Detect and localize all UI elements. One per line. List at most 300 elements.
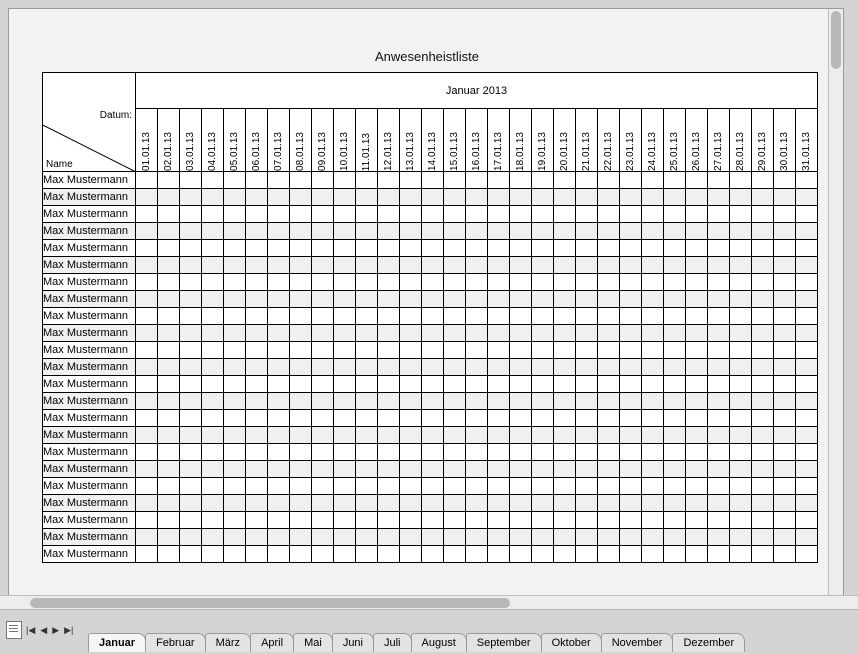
employee-name-cell[interactable]: Max Mustermann	[43, 495, 136, 512]
attendance-cell[interactable]	[466, 478, 488, 495]
attendance-cell[interactable]	[752, 546, 774, 563]
employee-name-cell[interactable]: Max Mustermann	[43, 240, 136, 257]
attendance-cell[interactable]	[290, 461, 312, 478]
attendance-cell[interactable]	[136, 495, 158, 512]
attendance-cell[interactable]	[466, 325, 488, 342]
attendance-cell[interactable]	[158, 274, 180, 291]
attendance-cell[interactable]	[774, 274, 796, 291]
attendance-cell[interactable]	[686, 223, 708, 240]
attendance-cell[interactable]	[686, 393, 708, 410]
attendance-cell[interactable]	[664, 274, 686, 291]
attendance-cell[interactable]	[246, 257, 268, 274]
attendance-cell[interactable]	[488, 512, 510, 529]
attendance-cell[interactable]	[356, 325, 378, 342]
attendance-cell[interactable]	[510, 325, 532, 342]
attendance-cell[interactable]	[730, 206, 752, 223]
date-column-header[interactable]	[730, 109, 752, 172]
attendance-cell[interactable]	[466, 257, 488, 274]
attendance-cell[interactable]	[774, 393, 796, 410]
attendance-cell[interactable]	[730, 495, 752, 512]
attendance-cell[interactable]	[290, 223, 312, 240]
attendance-cell[interactable]	[312, 359, 334, 376]
next-sheet-button[interactable]: ▶	[52, 625, 60, 635]
attendance-cell[interactable]	[422, 495, 444, 512]
attendance-cell[interactable]	[488, 291, 510, 308]
attendance-cell[interactable]	[796, 478, 818, 495]
attendance-cell[interactable]	[598, 529, 620, 546]
attendance-cell[interactable]	[488, 410, 510, 427]
attendance-cell[interactable]	[554, 359, 576, 376]
attendance-cell[interactable]	[686, 376, 708, 393]
attendance-cell[interactable]	[532, 512, 554, 529]
attendance-cell[interactable]	[620, 308, 642, 325]
attendance-cell[interactable]	[268, 172, 290, 189]
attendance-cell[interactable]	[356, 189, 378, 206]
attendance-cell[interactable]	[136, 240, 158, 257]
attendance-cell[interactable]	[180, 393, 202, 410]
attendance-cell[interactable]	[422, 529, 444, 546]
attendance-cell[interactable]	[422, 376, 444, 393]
attendance-cell[interactable]	[488, 308, 510, 325]
attendance-cell[interactable]	[598, 172, 620, 189]
attendance-cell[interactable]	[730, 189, 752, 206]
attendance-cell[interactable]	[796, 342, 818, 359]
attendance-cell[interactable]	[620, 172, 642, 189]
attendance-cell[interactable]	[774, 410, 796, 427]
attendance-cell[interactable]	[752, 223, 774, 240]
attendance-cell[interactable]	[664, 410, 686, 427]
attendance-cell[interactable]	[356, 512, 378, 529]
attendance-cell[interactable]	[532, 189, 554, 206]
attendance-cell[interactable]	[400, 359, 422, 376]
attendance-cell[interactable]	[400, 223, 422, 240]
attendance-cell[interactable]	[532, 342, 554, 359]
attendance-cell[interactable]	[642, 495, 664, 512]
attendance-cell[interactable]	[136, 291, 158, 308]
attendance-cell[interactable]	[532, 308, 554, 325]
attendance-cell[interactable]	[730, 223, 752, 240]
attendance-cell[interactable]	[400, 172, 422, 189]
attendance-cell[interactable]	[158, 427, 180, 444]
attendance-cell[interactable]	[378, 291, 400, 308]
date-column-header[interactable]	[246, 109, 268, 172]
attendance-cell[interactable]	[598, 512, 620, 529]
attendance-cell[interactable]	[752, 206, 774, 223]
attendance-cell[interactable]	[686, 427, 708, 444]
attendance-cell[interactable]	[598, 376, 620, 393]
date-column-header[interactable]	[510, 109, 532, 172]
attendance-cell[interactable]	[334, 359, 356, 376]
employee-name-cell[interactable]: Max Mustermann	[43, 223, 136, 240]
attendance-cell[interactable]	[466, 206, 488, 223]
attendance-cell[interactable]	[708, 359, 730, 376]
attendance-cell[interactable]	[202, 206, 224, 223]
attendance-cell[interactable]	[466, 189, 488, 206]
attendance-cell[interactable]	[312, 410, 334, 427]
date-column-header[interactable]	[774, 109, 796, 172]
attendance-cell[interactable]	[400, 393, 422, 410]
attendance-cell[interactable]	[664, 495, 686, 512]
attendance-cell[interactable]	[664, 291, 686, 308]
table-row[interactable]	[43, 444, 818, 461]
attendance-cell[interactable]	[774, 461, 796, 478]
attendance-cell[interactable]	[136, 427, 158, 444]
attendance-cell[interactable]	[246, 376, 268, 393]
attendance-cell[interactable]	[466, 444, 488, 461]
attendance-cell[interactable]	[730, 308, 752, 325]
attendance-cell[interactable]	[312, 308, 334, 325]
attendance-cell[interactable]	[444, 206, 466, 223]
attendance-cell[interactable]	[708, 495, 730, 512]
sheet-tab-januar[interactable]: Januar	[88, 633, 146, 652]
attendance-cell[interactable]	[180, 325, 202, 342]
attendance-cell[interactable]	[378, 529, 400, 546]
attendance-cell[interactable]	[378, 546, 400, 563]
attendance-cell[interactable]	[488, 376, 510, 393]
attendance-cell[interactable]	[576, 376, 598, 393]
attendance-cell[interactable]	[774, 325, 796, 342]
attendance-cell[interactable]	[334, 206, 356, 223]
attendance-cell[interactable]	[686, 410, 708, 427]
attendance-cell[interactable]	[774, 206, 796, 223]
attendance-cell[interactable]	[334, 240, 356, 257]
table-row[interactable]	[43, 427, 818, 444]
attendance-cell[interactable]	[510, 478, 532, 495]
attendance-cell[interactable]	[576, 461, 598, 478]
date-column-header[interactable]	[752, 109, 774, 172]
attendance-cell[interactable]	[796, 308, 818, 325]
attendance-cell[interactable]	[400, 529, 422, 546]
attendance-table[interactable]	[42, 72, 818, 563]
sheet-tab-dezember[interactable]: Dezember	[672, 633, 745, 652]
attendance-cell[interactable]	[180, 342, 202, 359]
attendance-cell[interactable]	[642, 342, 664, 359]
table-row[interactable]	[43, 172, 818, 189]
attendance-cell[interactable]	[444, 444, 466, 461]
attendance-cell[interactable]	[246, 427, 268, 444]
attendance-cell[interactable]	[510, 206, 532, 223]
attendance-cell[interactable]	[488, 546, 510, 563]
attendance-cell[interactable]	[378, 376, 400, 393]
attendance-cell[interactable]	[708, 257, 730, 274]
attendance-cell[interactable]	[532, 240, 554, 257]
date-column-header[interactable]	[620, 109, 642, 172]
attendance-cell[interactable]	[246, 325, 268, 342]
attendance-cell[interactable]	[510, 342, 532, 359]
attendance-cell[interactable]	[642, 240, 664, 257]
attendance-cell[interactable]	[268, 291, 290, 308]
attendance-cell[interactable]	[422, 342, 444, 359]
attendance-cell[interactable]	[598, 291, 620, 308]
attendance-cell[interactable]	[774, 529, 796, 546]
attendance-cell[interactable]	[224, 325, 246, 342]
attendance-cell[interactable]	[268, 308, 290, 325]
attendance-cell[interactable]	[686, 461, 708, 478]
attendance-cell[interactable]	[444, 410, 466, 427]
attendance-cell[interactable]	[246, 308, 268, 325]
attendance-cell[interactable]	[356, 257, 378, 274]
attendance-cell[interactable]	[730, 410, 752, 427]
attendance-cell[interactable]	[334, 189, 356, 206]
attendance-cell[interactable]	[422, 393, 444, 410]
attendance-cell[interactable]	[620, 342, 642, 359]
date-column-header[interactable]	[598, 109, 620, 172]
attendance-cell[interactable]	[686, 342, 708, 359]
attendance-cell[interactable]	[752, 325, 774, 342]
attendance-cell[interactable]	[686, 529, 708, 546]
table-row[interactable]	[43, 393, 818, 410]
attendance-cell[interactable]	[554, 546, 576, 563]
attendance-cell[interactable]	[774, 291, 796, 308]
attendance-cell[interactable]	[466, 495, 488, 512]
attendance-cell[interactable]	[752, 410, 774, 427]
attendance-cell[interactable]	[576, 546, 598, 563]
attendance-cell[interactable]	[180, 223, 202, 240]
attendance-cell[interactable]	[290, 512, 312, 529]
attendance-cell[interactable]	[202, 325, 224, 342]
attendance-cell[interactable]	[620, 461, 642, 478]
attendance-cell[interactable]	[620, 257, 642, 274]
attendance-cell[interactable]	[158, 240, 180, 257]
attendance-cell[interactable]	[224, 274, 246, 291]
attendance-cell[interactable]	[290, 427, 312, 444]
attendance-cell[interactable]	[422, 291, 444, 308]
attendance-cell[interactable]	[620, 325, 642, 342]
attendance-cell[interactable]	[642, 546, 664, 563]
attendance-cell[interactable]	[532, 359, 554, 376]
attendance-cell[interactable]	[356, 546, 378, 563]
attendance-cell[interactable]	[378, 444, 400, 461]
attendance-cell[interactable]	[356, 495, 378, 512]
sheet-tab-februar[interactable]: Februar	[145, 633, 206, 652]
attendance-cell[interactable]	[642, 291, 664, 308]
attendance-cell[interactable]	[598, 206, 620, 223]
attendance-cell[interactable]	[576, 393, 598, 410]
attendance-cell[interactable]	[796, 240, 818, 257]
attendance-cell[interactable]	[202, 410, 224, 427]
attendance-cell[interactable]	[664, 461, 686, 478]
employee-name-cell[interactable]: Max Mustermann	[43, 274, 136, 291]
date-column-header[interactable]	[290, 109, 312, 172]
attendance-cell[interactable]	[334, 393, 356, 410]
attendance-cell[interactable]	[422, 359, 444, 376]
attendance-cell[interactable]	[488, 393, 510, 410]
attendance-cell[interactable]	[642, 206, 664, 223]
attendance-cell[interactable]	[532, 546, 554, 563]
attendance-cell[interactable]	[378, 495, 400, 512]
attendance-cell[interactable]	[708, 172, 730, 189]
attendance-cell[interactable]	[444, 291, 466, 308]
attendance-cell[interactable]	[158, 359, 180, 376]
first-sheet-button[interactable]: |◀	[26, 625, 36, 635]
attendance-cell[interactable]	[510, 376, 532, 393]
attendance-cell[interactable]	[158, 546, 180, 563]
attendance-cell[interactable]	[774, 172, 796, 189]
attendance-cell[interactable]	[290, 274, 312, 291]
attendance-cell[interactable]	[312, 206, 334, 223]
table-row[interactable]	[43, 529, 818, 546]
attendance-cell[interactable]	[510, 461, 532, 478]
attendance-cell[interactable]	[202, 529, 224, 546]
attendance-cell[interactable]	[576, 512, 598, 529]
attendance-cell[interactable]	[620, 376, 642, 393]
attendance-cell[interactable]	[664, 529, 686, 546]
attendance-cell[interactable]	[532, 172, 554, 189]
attendance-cell[interactable]	[246, 189, 268, 206]
attendance-cell[interactable]	[356, 308, 378, 325]
attendance-cell[interactable]	[708, 325, 730, 342]
attendance-cell[interactable]	[268, 257, 290, 274]
attendance-cell[interactable]	[180, 478, 202, 495]
attendance-cell[interactable]	[576, 291, 598, 308]
attendance-cell[interactable]	[642, 461, 664, 478]
attendance-cell[interactable]	[444, 257, 466, 274]
attendance-cell[interactable]	[752, 512, 774, 529]
attendance-cell[interactable]	[224, 393, 246, 410]
attendance-cell[interactable]	[686, 512, 708, 529]
attendance-cell[interactable]	[664, 427, 686, 444]
attendance-cell[interactable]	[312, 444, 334, 461]
attendance-cell[interactable]	[664, 223, 686, 240]
attendance-cell[interactable]	[554, 206, 576, 223]
attendance-cell[interactable]	[752, 478, 774, 495]
attendance-cell[interactable]	[752, 495, 774, 512]
attendance-cell[interactable]	[576, 325, 598, 342]
attendance-cell[interactable]	[444, 427, 466, 444]
attendance-cell[interactable]	[268, 478, 290, 495]
attendance-cell[interactable]	[246, 410, 268, 427]
attendance-cell[interactable]	[554, 308, 576, 325]
attendance-cell[interactable]	[180, 291, 202, 308]
attendance-cell[interactable]	[290, 325, 312, 342]
attendance-cell[interactable]	[334, 257, 356, 274]
attendance-cell[interactable]	[664, 393, 686, 410]
attendance-cell[interactable]	[422, 444, 444, 461]
attendance-cell[interactable]	[334, 308, 356, 325]
attendance-cell[interactable]	[356, 410, 378, 427]
attendance-cell[interactable]	[598, 223, 620, 240]
attendance-cell[interactable]	[730, 359, 752, 376]
attendance-cell[interactable]	[664, 444, 686, 461]
attendance-cell[interactable]	[488, 359, 510, 376]
attendance-cell[interactable]	[510, 393, 532, 410]
table-row[interactable]	[43, 308, 818, 325]
attendance-cell[interactable]	[334, 410, 356, 427]
attendance-cell[interactable]	[180, 427, 202, 444]
attendance-cell[interactable]	[686, 444, 708, 461]
attendance-cell[interactable]	[466, 410, 488, 427]
attendance-cell[interactable]	[356, 444, 378, 461]
attendance-cell[interactable]	[730, 512, 752, 529]
attendance-cell[interactable]	[290, 444, 312, 461]
attendance-cell[interactable]	[576, 274, 598, 291]
sheet-tabs[interactable]	[88, 633, 744, 652]
attendance-cell[interactable]	[664, 206, 686, 223]
attendance-cell[interactable]	[268, 274, 290, 291]
attendance-cell[interactable]	[268, 393, 290, 410]
attendance-cell[interactable]	[378, 325, 400, 342]
attendance-cell[interactable]	[224, 529, 246, 546]
attendance-cell[interactable]	[312, 427, 334, 444]
attendance-cell[interactable]	[444, 512, 466, 529]
attendance-cell[interactable]	[466, 427, 488, 444]
attendance-cell[interactable]	[664, 308, 686, 325]
attendance-cell[interactable]	[554, 444, 576, 461]
attendance-cell[interactable]	[620, 291, 642, 308]
attendance-cell[interactable]	[510, 223, 532, 240]
attendance-cell[interactable]	[598, 461, 620, 478]
attendance-cell[interactable]	[136, 529, 158, 546]
attendance-cell[interactable]	[312, 291, 334, 308]
attendance-cell[interactable]	[708, 206, 730, 223]
attendance-cell[interactable]	[378, 274, 400, 291]
attendance-cell[interactable]	[422, 206, 444, 223]
attendance-cell[interactable]	[400, 546, 422, 563]
attendance-cell[interactable]	[356, 240, 378, 257]
attendance-cell[interactable]	[466, 359, 488, 376]
attendance-cell[interactable]	[378, 478, 400, 495]
date-column-header[interactable]	[422, 109, 444, 172]
attendance-cell[interactable]	[224, 495, 246, 512]
attendance-cell[interactable]	[554, 529, 576, 546]
attendance-cell[interactable]	[312, 257, 334, 274]
attendance-cell[interactable]	[642, 359, 664, 376]
attendance-cell[interactable]	[158, 308, 180, 325]
attendance-cell[interactable]	[488, 240, 510, 257]
attendance-cell[interactable]	[334, 478, 356, 495]
attendance-cell[interactable]	[730, 461, 752, 478]
attendance-cell[interactable]	[576, 223, 598, 240]
attendance-cell[interactable]	[532, 257, 554, 274]
table-row[interactable]	[43, 342, 818, 359]
attendance-cell[interactable]	[224, 410, 246, 427]
attendance-cell[interactable]	[752, 257, 774, 274]
attendance-cell[interactable]	[598, 325, 620, 342]
attendance-cell[interactable]	[268, 427, 290, 444]
attendance-cell[interactable]	[532, 291, 554, 308]
date-column-header[interactable]	[356, 109, 378, 172]
vertical-scrollbar-thumb[interactable]	[831, 11, 841, 69]
attendance-cell[interactable]	[224, 512, 246, 529]
last-sheet-button[interactable]: ▶|	[64, 625, 74, 635]
attendance-cell[interactable]	[202, 342, 224, 359]
attendance-cell[interactable]	[356, 359, 378, 376]
attendance-cell[interactable]	[334, 376, 356, 393]
attendance-cell[interactable]	[730, 257, 752, 274]
attendance-cell[interactable]	[400, 512, 422, 529]
attendance-cell[interactable]	[444, 223, 466, 240]
attendance-cell[interactable]	[708, 427, 730, 444]
attendance-cell[interactable]	[334, 325, 356, 342]
attendance-cell[interactable]	[466, 223, 488, 240]
attendance-cell[interactable]	[642, 172, 664, 189]
attendance-cell[interactable]	[554, 240, 576, 257]
attendance-cell[interactable]	[400, 291, 422, 308]
attendance-cell[interactable]	[730, 427, 752, 444]
attendance-cell[interactable]	[752, 427, 774, 444]
attendance-cell[interactable]	[158, 291, 180, 308]
attendance-cell[interactable]	[444, 359, 466, 376]
attendance-cell[interactable]	[136, 410, 158, 427]
attendance-cell[interactable]	[620, 274, 642, 291]
attendance-cell[interactable]	[510, 427, 532, 444]
attendance-cell[interactable]	[532, 410, 554, 427]
attendance-cell[interactable]	[708, 393, 730, 410]
attendance-cell[interactable]	[422, 223, 444, 240]
attendance-cell[interactable]	[202, 512, 224, 529]
attendance-cell[interactable]	[158, 342, 180, 359]
attendance-cell[interactable]	[158, 529, 180, 546]
